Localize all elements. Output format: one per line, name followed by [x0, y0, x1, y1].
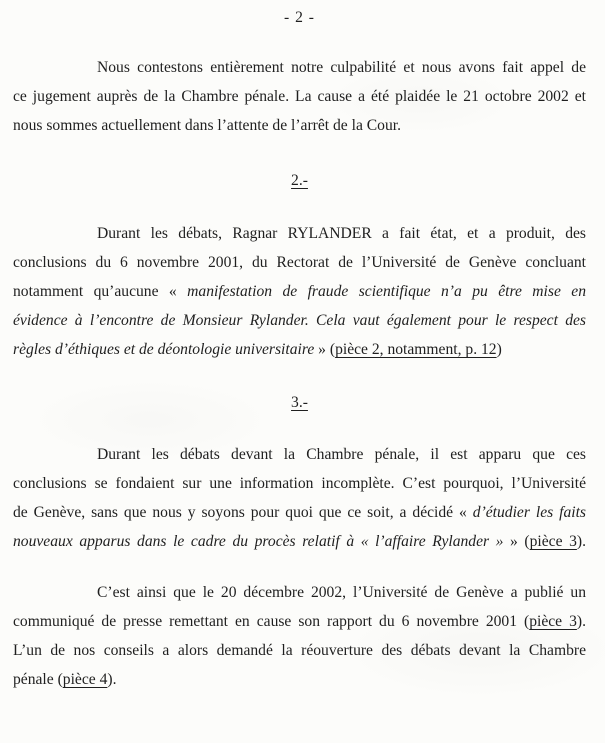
- text-segment: de Genève, sans que nous y soyons pour quoi que ce soit, a décidé «: [13, 504, 473, 521]
- text-segment: communiqué de presse remettant en cause son rapport du 6 novembre 2001 (: [13, 613, 530, 630]
- text-line: [13, 498, 586, 527]
- section-heading-2: [13, 170, 586, 192]
- exhibit-reference: pièce 3: [529, 533, 577, 550]
- exhibit-reference: pièce 4: [62, 671, 108, 688]
- text-segment: pénale (: [13, 671, 63, 688]
- text-line: [13, 665, 586, 694]
- text-line: [13, 277, 586, 306]
- text-line: évidence à l’encontre de Monsieur Rylander. Cela vaut également pour le respect des: [13, 312, 586, 329]
- page-number: - 2 -: [284, 9, 315, 26]
- text-line: [13, 527, 586, 556]
- exhibit-reference: pièce 2, notamment, p. 12: [335, 341, 497, 358]
- text-line: ce jugement auprès de la Chambre pénale. La cause a été plaidée le 21 octobre 2002 et: [13, 88, 586, 105]
- text-line: nous sommes actuellement dans l’attente de l’arrêt de la Cour.: [13, 117, 401, 134]
- text-segment: ).: [576, 533, 586, 550]
- text-segment: » (: [314, 341, 336, 358]
- text-line: Durant les débats devant la Chambre pénale, il est apparu que ces: [97, 446, 586, 463]
- paragraph-university-decision: [13, 440, 586, 556]
- quote-segment: manifestation de fraude scientifique n’a pu être mise en: [187, 283, 587, 300]
- quote-segment: d’étudier les faits: [472, 504, 586, 521]
- text-segment: » (: [510, 533, 530, 550]
- text-segment: ).: [107, 671, 117, 688]
- text-segment: ): [496, 341, 502, 358]
- text-segment: ).: [576, 613, 586, 630]
- text-line: Durant les débats, Ragnar RYLANDER a fait état, et a produit, des: [97, 225, 586, 242]
- paragraph-press-release: [13, 578, 586, 694]
- text-line: conclusions du 6 novembre 2001, du Rectorat de l’Université de Genève concluant: [13, 254, 586, 271]
- section-heading-3-label: 3.-: [291, 394, 308, 411]
- text-line: [13, 607, 586, 636]
- text-line: [13, 335, 586, 364]
- paragraph-appeal: [13, 53, 586, 140]
- exhibit-reference: pièce 3: [529, 613, 577, 630]
- paragraph-conclusions: [13, 219, 586, 364]
- text-line: conclusions se fondaient sur une information incomplète. C’est pourquoi, l’Université: [13, 475, 586, 492]
- section-heading-3: [13, 392, 586, 414]
- quote-segment: nouveaux apparus dans le cadre du procès relatif à « l’affaire Rylander »: [13, 533, 511, 550]
- text-line: L’un de nos conseils a alors demandé la réouverture des débats devant la Chambre: [13, 642, 586, 659]
- section-heading-2-label: 2.-: [291, 172, 308, 189]
- quote-segment: règles d’éthiques et de déontologie universitaire: [13, 341, 315, 358]
- text-line: Nous contestons entièrement notre culpabilité et nous avons fait appel de: [97, 59, 586, 76]
- text-segment: notamment qu’aucune «: [13, 283, 188, 300]
- text-line: C’est ainsi que le 20 décembre 2002, l’Université de Genève a publié un: [97, 584, 586, 601]
